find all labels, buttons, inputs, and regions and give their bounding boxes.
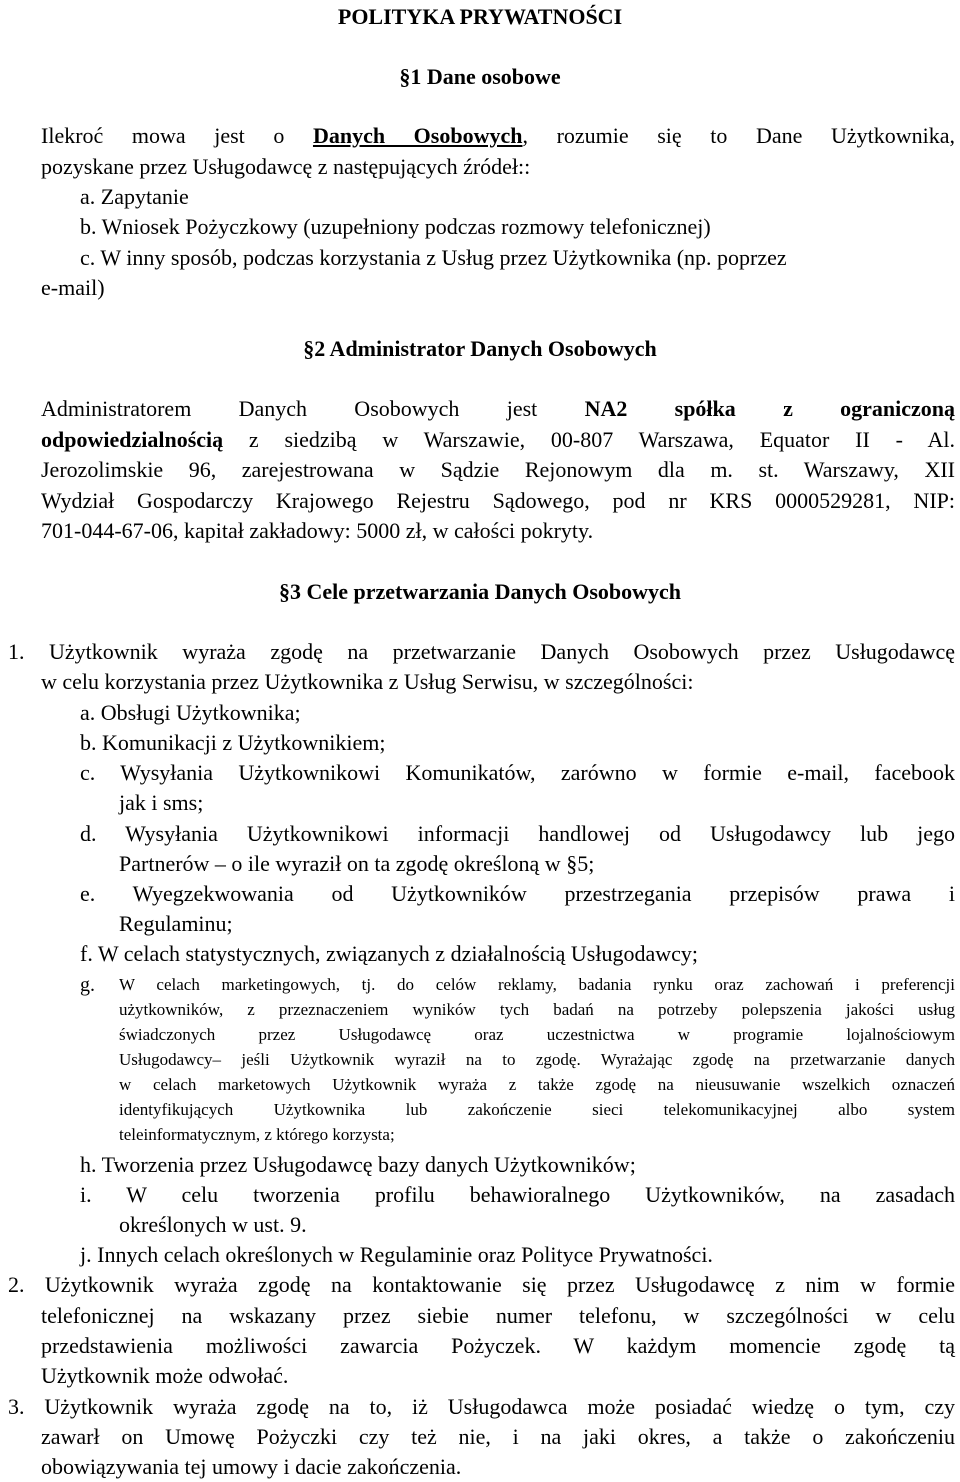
list-item-i: i. W celu tworzenia profilu behawioralnego Użytkowników, na zasadach [80, 1182, 955, 1207]
list-item-f: f. W celach statystycznych, związanych z działalnością Usługodawcy; [80, 941, 698, 966]
list-item-g-line: teleinformatycznym, z którego korzysta; [119, 1125, 395, 1144]
list-item-g-line: identyfikujących Użytkownika lub zakończenie sieci telekomunikacyjnej albo system [119, 1100, 955, 1119]
section-3-item-2-line: przedstawienia możliwości zawarcia Pożyczek. W każdym momencie zgodę tą [41, 1333, 955, 1358]
section-3-item-3-line: obowiązywania tej umowy i dacie zakończenia. [41, 1454, 462, 1479]
list-item-c: c. W inny sposób, podczas korzystania z Usług przez Użytkownika (np. poprzez [80, 245, 787, 270]
list-item-b: b. Wniosek Pożyczkowy (uzupełniony podczas rozmowy telefonicznej) [80, 214, 711, 239]
section-3-item-2-line: telefonicznej na wskazany przez siebie numer telefonu, w szczególności w celu [41, 1303, 955, 1328]
section-2-heading: §2 Administrator Danych Osobowych [303, 336, 657, 361]
list-item-c-continuation: jak i sms; [119, 790, 204, 815]
list-item-a: a. Obsługi Użytkownika; [80, 700, 301, 725]
section-3-item-1-continuation: w celu korzystania przez Użytkownika z Usług Serwisu, w szczególności: [41, 669, 694, 694]
section-3-item-3-line: zawarł on Umowę Pożyczki czy też nie, i na jaki okres, a także o zakończeniu [41, 1424, 955, 1449]
list-item-h: h. Tworzenia przez Usługodawcę bazy danych Użytkowników; [80, 1152, 636, 1177]
section-1-paragraph-line: pozyskane przez Usługodawcę z następujących źródeł:: [41, 154, 531, 179]
section-2-paragraph-line: 701-044-67-06, kapitał zakładowy: 5000 zł, w całości pokryty. [41, 518, 594, 543]
list-item-g-label: g. [80, 974, 95, 996]
section-3-item-2-line: Użytkownik może odwołać. [41, 1363, 289, 1388]
list-item-c: c. Wysyłania Użytkownikowi Komunikatów, zarówno w formie e-mail, facebook [80, 760, 955, 785]
list-item-b: b. Komunikacji z Użytkownikiem; [80, 730, 386, 755]
section-3-item-2: 2. Użytkownik wyraża zgodę na kontaktowanie się przez Usługodawcę z nim w formie [8, 1272, 955, 1297]
list-item-e-continuation: Regulaminu; [119, 911, 233, 936]
section-3-item-1: 1. Użytkownik wyraża zgodę na przetwarzanie Danych Osobowych przez Usługodawcę [8, 639, 955, 664]
list-item-d-continuation: Partnerów – o ile wyraził on ta zgodę określoną w §5; [119, 851, 595, 876]
list-item-c-continuation: e-mail) [41, 275, 105, 300]
list-item-j: j. Innych celach określonych w Regulaminie oraz Polityce Prywatności. [80, 1242, 713, 1267]
list-item-g-line: w celach marketowych Użytkownik wyraża z także zgodę na nieusuwanie wszelkich oznaczeń [119, 1075, 955, 1094]
list-item-g-line: użytkowników, z przeznaczeniem wyników tych badań na potrzeby polepszenia jakości usług [119, 1000, 955, 1019]
section-2-paragraph-line: Jerozolimskie 96, zarejestrowana w Sądzie Rejonowym dla m. st. Warszawy, XII [41, 457, 955, 482]
section-3-heading: §3 Cele przetwarzania Danych Osobowych [278, 579, 682, 604]
document-title: POLITYKA PRYWATNOŚCI [337, 4, 623, 29]
list-item-g-line: Usługodawcy– jeśli Użytkownik wyraził na to zgodę. Wyrażając zgodę na przetwarzanie danych [119, 1050, 955, 1069]
term-danych-osobowych: Danych Osobowych [312, 123, 523, 148]
section-2-paragraph-line: Administratorem Danych Osobowych jest NA2 spółka z ograniczoną [41, 396, 956, 421]
section-2-paragraph-line: Wydział Gospodarczy Krajowego Rejestru Sądowego, pod nr KRS 0000529281, NIP: [41, 488, 955, 513]
section-2-paragraph-line: odpowiedzialnością z siedzibą w Warszawie, 00-807 Warszawa, Equator II - Al. [41, 427, 955, 452]
list-item-d: d. Wysyłania Użytkownikowi informacji handlowej od Usługodawcy lub jego [80, 821, 955, 846]
section-1-paragraph-line: Ilekroć mowa jest o Danych Osobowych, rozumie się to Dane Użytkownika, [41, 123, 956, 148]
list-item-a: a. Zapytanie [80, 184, 189, 209]
list-item-g-line: świadczonych przez Usługodawcę oraz uczestnictwa w programie lojalnościowym [119, 1025, 955, 1044]
list-item-e: e. Wyegzekwowania od Użytkowników przestrzegania przepisów prawa i [80, 881, 955, 906]
list-item-g: W celach marketingowych, tj. do celów reklamy, badania rynku oraz zachowań i preferencji [119, 975, 955, 994]
section-3-item-3: 3. Użytkownik wyraża zgodę na to, iż Usługodawca może posiadać wiedzę o tym, czy [8, 1394, 955, 1419]
section-1-heading: §1 Dane osobowe [399, 64, 561, 89]
list-item-i-continuation: określonych w ust. 9. [119, 1212, 307, 1237]
